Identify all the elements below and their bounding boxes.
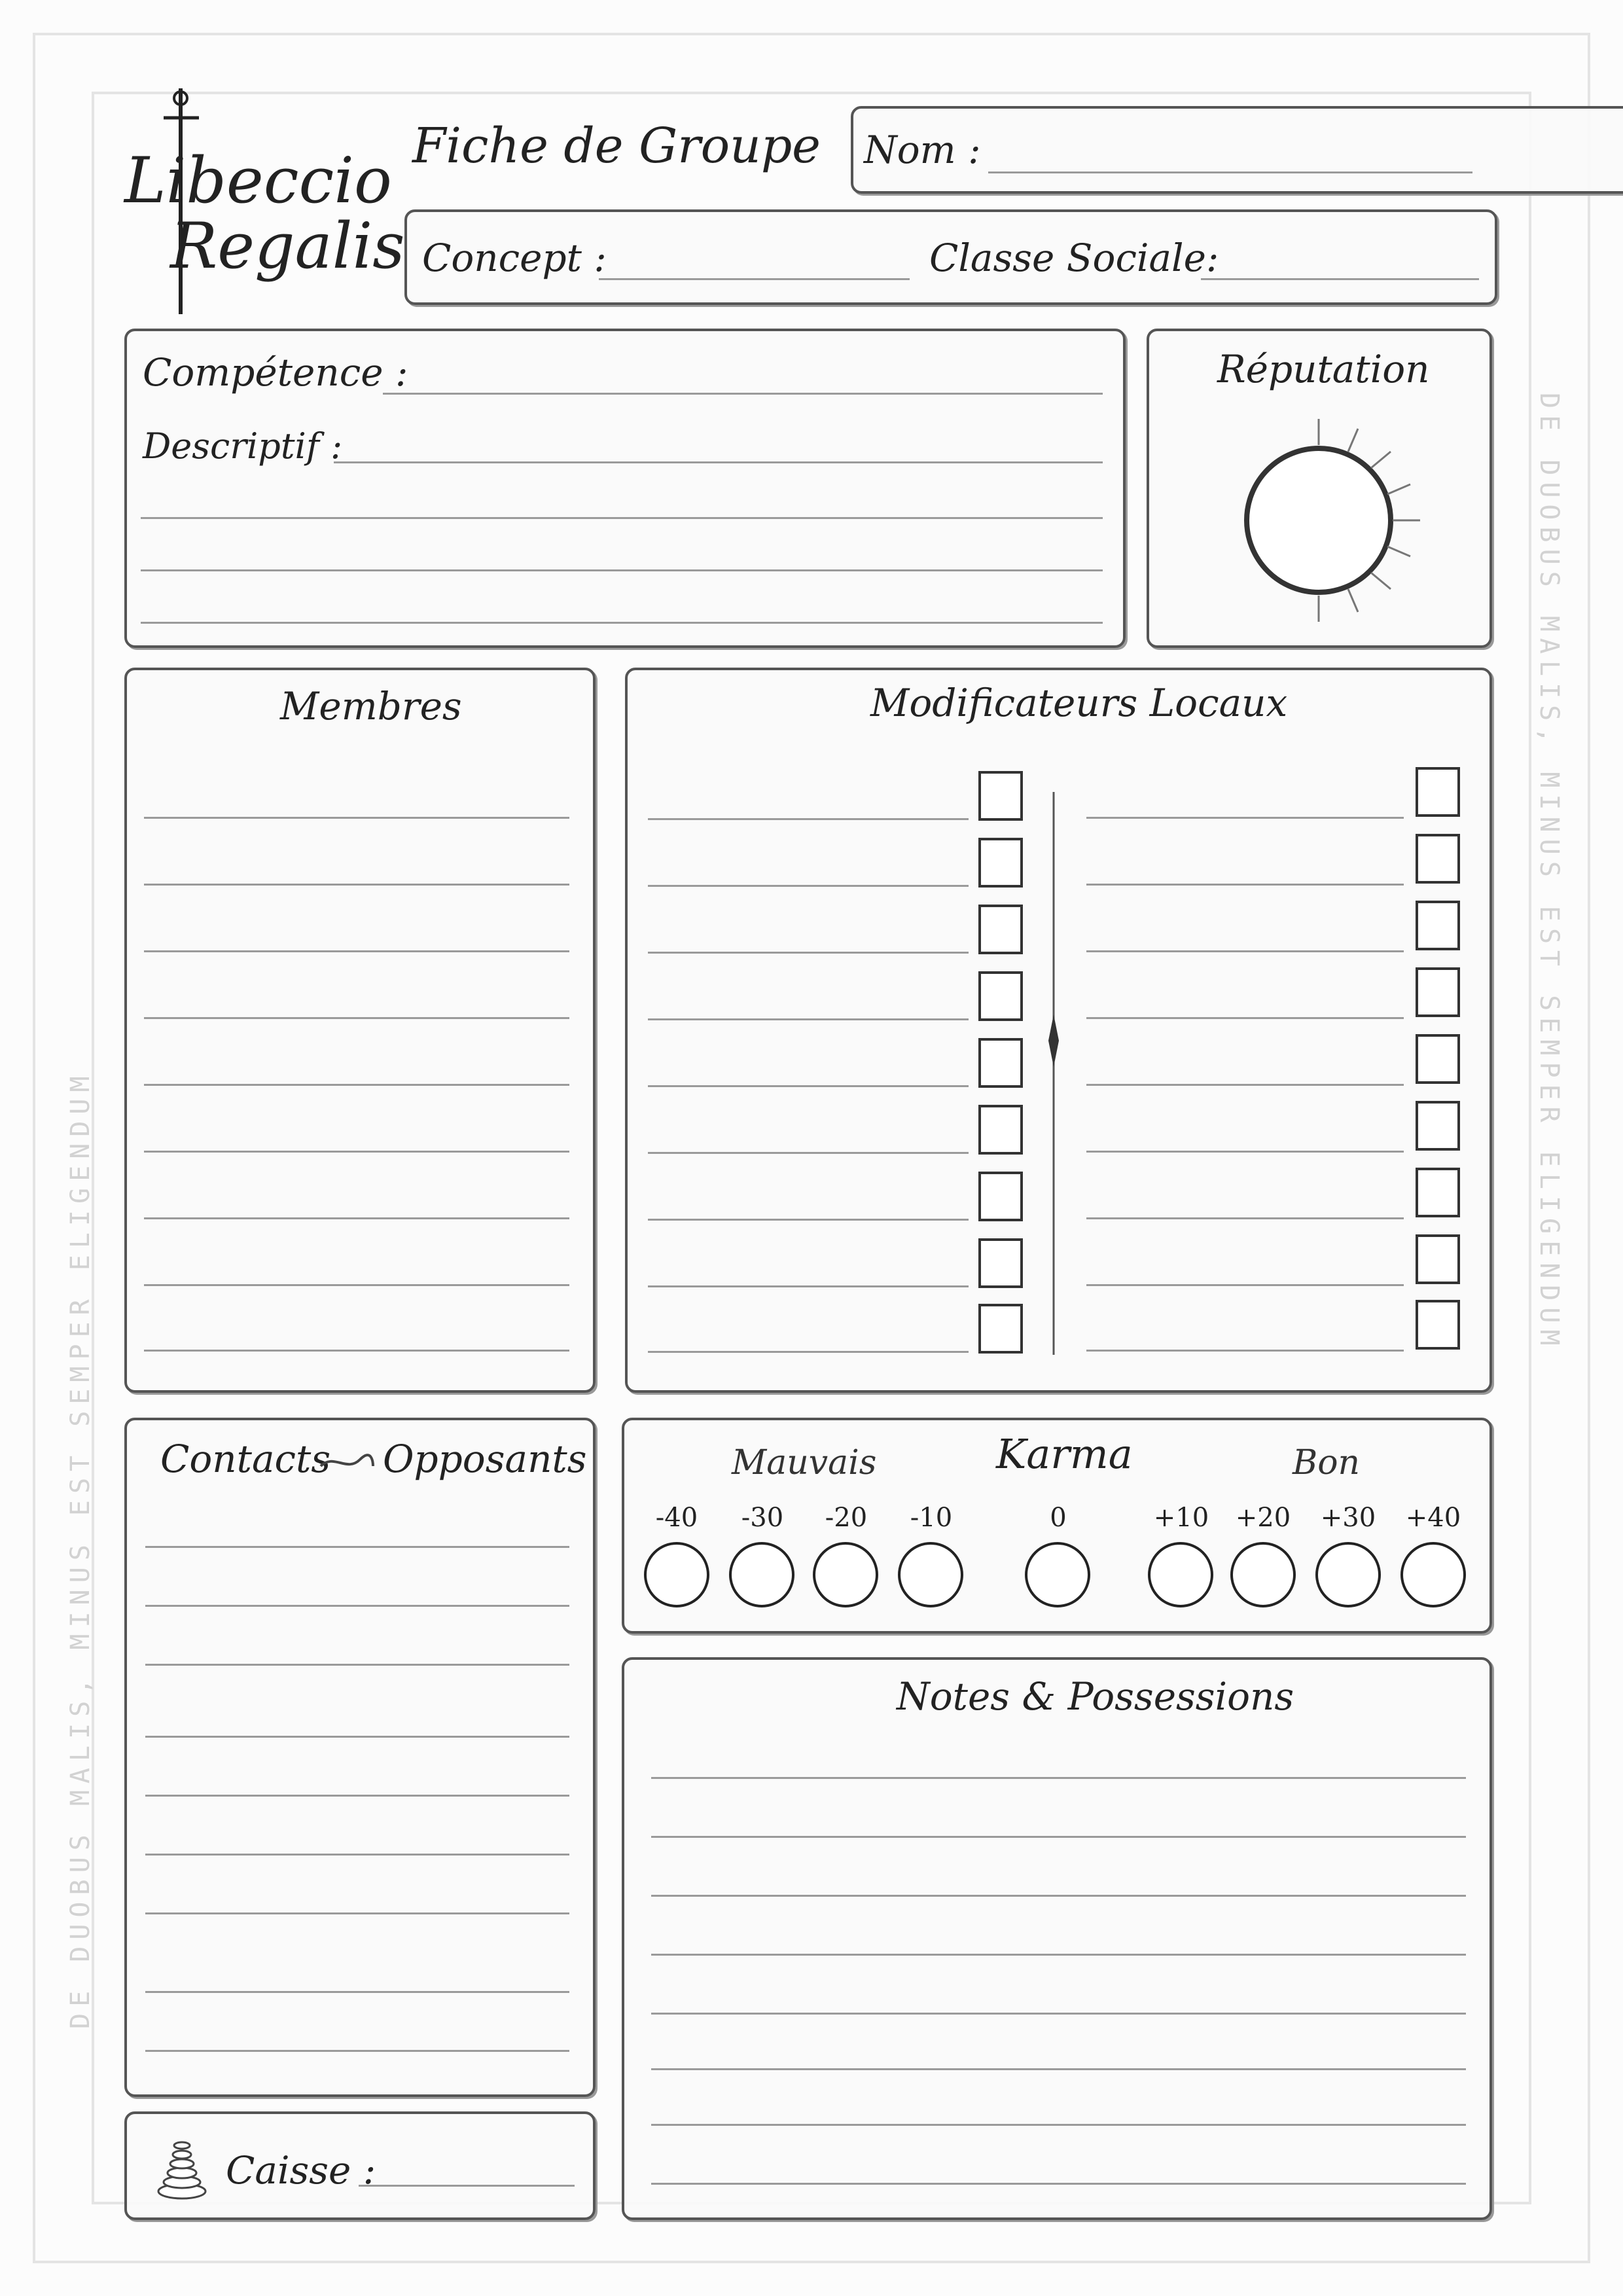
contact-line[interactable] — [145, 1664, 569, 1666]
divider-dagger-icon — [1041, 785, 1067, 1361]
modifier-right-checkbox[interactable] — [1416, 1101, 1460, 1151]
notes-box — [622, 1657, 1492, 2220]
local-modifiers-title: Modificateurs Locaux — [870, 681, 1288, 725]
modifier-right-line[interactable] — [1086, 1284, 1404, 1286]
modifier-left-checkbox[interactable] — [978, 1172, 1023, 1221]
member-line[interactable] — [144, 1151, 569, 1153]
karma-value-label: -40 — [655, 1503, 698, 1533]
members-title: Membres — [280, 684, 462, 728]
modifier-left-line[interactable] — [648, 1219, 969, 1221]
karma-value-label: 0 — [1050, 1503, 1067, 1533]
karma-good-label: Bon — [1293, 1443, 1361, 1482]
modifier-left-checkbox[interactable] — [978, 771, 1023, 821]
contact-line[interactable] — [145, 1605, 569, 1607]
modifier-right-checkbox[interactable] — [1416, 1034, 1460, 1084]
modifier-left-line[interactable] — [648, 885, 969, 887]
modifier-right-line[interactable] — [1086, 1151, 1404, 1153]
modifier-left-checkbox[interactable] — [978, 838, 1023, 888]
modifier-left-checkbox[interactable] — [978, 971, 1023, 1021]
karma-circle-zero[interactable] — [1025, 1542, 1090, 1607]
notes-line[interactable] — [651, 2013, 1466, 2015]
modifier-right-checkbox[interactable] — [1416, 767, 1460, 817]
motto-left: DE DUOBUS MALIS, MINUS EST SEMPER ELIGENDUM — [65, 1069, 96, 2029]
logo-line2: Regalis — [170, 209, 405, 283]
modifier-right-line[interactable] — [1086, 1217, 1404, 1219]
contact-line[interactable] — [145, 1795, 569, 1797]
member-line[interactable] — [144, 1217, 569, 1219]
notes-line[interactable] — [651, 1777, 1466, 1779]
modifier-left-line[interactable] — [648, 1085, 969, 1087]
concept-field[interactable] — [599, 278, 910, 280]
modifier-right-line[interactable] — [1086, 817, 1404, 819]
karma-circle-minus20[interactable] — [813, 1542, 878, 1607]
swirl-icon — [317, 1450, 376, 1476]
member-line[interactable] — [144, 884, 569, 886]
karma-value-label: +20 — [1235, 1503, 1291, 1533]
contact-line[interactable] — [145, 1736, 569, 1738]
social-class-field[interactable] — [1201, 278, 1479, 280]
modifier-right-checkbox[interactable] — [1416, 901, 1460, 950]
coins-icon — [143, 2132, 221, 2204]
opponents-title: Opposants — [383, 1437, 587, 1481]
member-line[interactable] — [144, 817, 569, 819]
notes-title: Notes & Possessions — [897, 1674, 1294, 1719]
contact-line[interactable] — [145, 1854, 569, 1856]
karma-value-label: +40 — [1405, 1503, 1461, 1533]
karma-circle-plus20[interactable] — [1230, 1542, 1296, 1607]
sheet-title: Fiche de Groupe — [412, 118, 821, 174]
member-line[interactable] — [144, 1084, 569, 1086]
modifier-left-checkbox[interactable] — [978, 1105, 1023, 1155]
name-field[interactable] — [988, 171, 1472, 173]
karma-value-label: -30 — [741, 1503, 784, 1533]
descriptif-line-2[interactable] — [141, 517, 1103, 519]
notes-line[interactable] — [651, 2068, 1466, 2070]
notes-line[interactable] — [651, 1836, 1466, 1838]
competence-field[interactable] — [383, 393, 1103, 395]
contact-line[interactable] — [145, 2050, 569, 2052]
logo — [118, 85, 405, 321]
karma-circle-plus30[interactable] — [1315, 1542, 1381, 1607]
karma-title: Karma — [996, 1430, 1133, 1478]
modifier-right-line[interactable] — [1086, 884, 1404, 886]
concept-label: Concept : — [422, 236, 607, 280]
modifier-right-line[interactable] — [1086, 950, 1404, 952]
modifier-left-checkbox[interactable] — [978, 1238, 1023, 1288]
descriptif-line-4[interactable] — [141, 622, 1103, 624]
karma-circle-plus10[interactable] — [1148, 1542, 1213, 1607]
reputation-title: Réputation — [1217, 347, 1430, 391]
karma-circle-minus40[interactable] — [644, 1542, 709, 1607]
contacts-title: Contacts — [160, 1437, 331, 1481]
modifier-left-checkbox[interactable] — [978, 1038, 1023, 1088]
notes-line[interactable] — [651, 2124, 1466, 2126]
karma-circle-plus40[interactable] — [1400, 1542, 1466, 1607]
modifier-left-line[interactable] — [648, 1285, 969, 1287]
member-line[interactable] — [144, 950, 569, 952]
modifier-left-checkbox[interactable] — [978, 905, 1023, 954]
karma-circle-minus30[interactable] — [729, 1542, 794, 1607]
modifier-right-line[interactable] — [1086, 1084, 1404, 1086]
modifier-left-line[interactable] — [648, 818, 969, 820]
modifier-left-line[interactable] — [648, 1152, 969, 1154]
member-line[interactable] — [144, 1350, 569, 1352]
modifier-right-line[interactable] — [1086, 1350, 1404, 1352]
modifier-right-checkbox[interactable] — [1416, 834, 1460, 884]
logo-line1: Libeccio — [124, 144, 392, 217]
karma-value-label: -20 — [825, 1503, 868, 1533]
modifier-left-checkbox[interactable] — [978, 1304, 1023, 1354]
motto-right: DE DUOBUS MALIS, MINUS EST SEMPER ELIGENDUM — [1534, 393, 1564, 1352]
modifier-right-checkbox[interactable] — [1416, 1168, 1460, 1217]
modifier-right-checkbox[interactable] — [1416, 1234, 1460, 1284]
notes-line[interactable] — [651, 1954, 1466, 1956]
reputation-dial-icon — [1230, 406, 1427, 628]
name-label: Nom : — [864, 128, 981, 172]
contact-line[interactable] — [145, 1912, 569, 1914]
modifier-left-line[interactable] — [648, 1018, 969, 1020]
member-line[interactable] — [144, 1017, 569, 1019]
karma-bad-label: Mauvais — [732, 1443, 877, 1482]
descriptif-label: Descriptif : — [143, 425, 343, 467]
modifier-left-line[interactable] — [648, 952, 969, 954]
modifier-right-checkbox[interactable] — [1416, 1300, 1460, 1350]
cash-field[interactable] — [359, 2185, 575, 2187]
member-line[interactable] — [144, 1284, 569, 1286]
notes-line[interactable] — [651, 2183, 1466, 2185]
descriptif-line-3[interactable] — [141, 569, 1103, 571]
notes-line[interactable] — [651, 1895, 1466, 1897]
social-class-label: Classe Sociale: — [929, 236, 1219, 280]
cash-label: Caisse : — [226, 2148, 376, 2193]
karma-value-label: +30 — [1320, 1503, 1376, 1533]
modifier-right-checkbox[interactable] — [1416, 967, 1460, 1017]
contacts-box — [124, 1418, 596, 2097]
karma-circle-minus10[interactable] — [898, 1542, 963, 1607]
competence-label: Compétence : — [143, 350, 408, 395]
karma-value-label: +10 — [1153, 1503, 1209, 1533]
contact-line[interactable] — [145, 1546, 569, 1548]
contact-line[interactable] — [145, 1991, 569, 1993]
karma-value-label: -10 — [910, 1503, 953, 1533]
modifier-right-line[interactable] — [1086, 1017, 1404, 1019]
modifier-left-line[interactable] — [648, 1351, 969, 1353]
descriptif-field[interactable] — [334, 461, 1103, 463]
